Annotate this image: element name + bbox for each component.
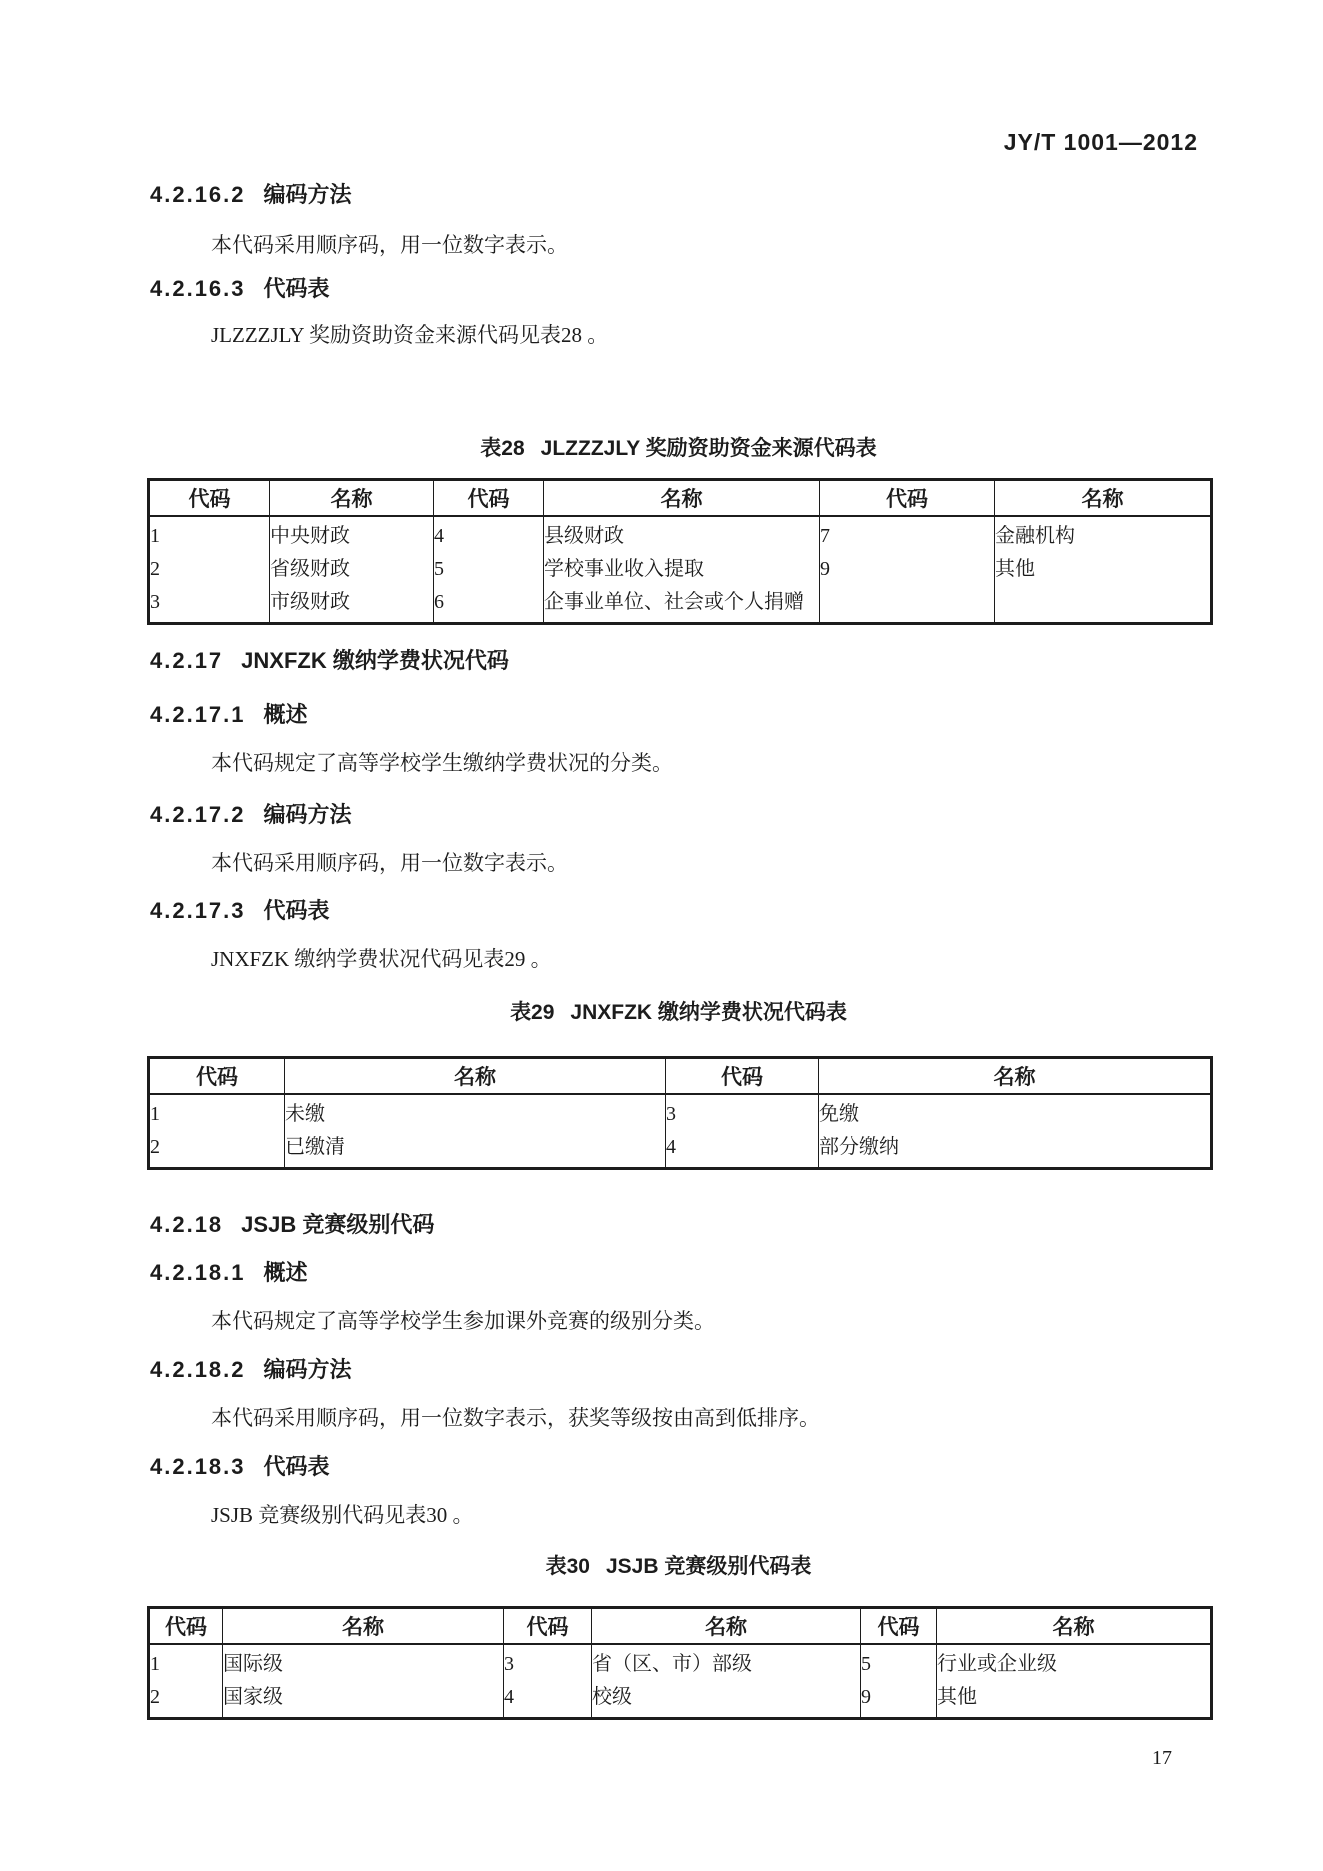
column-header: 代码 bbox=[149, 1608, 223, 1645]
clause-4-2-17-2-paragraph: 本代码采用顺序码，用一位数字表示。 bbox=[211, 851, 568, 875]
clause-number: 4.2.16.3 bbox=[150, 276, 246, 301]
table-cell-names bbox=[819, 1094, 1212, 1169]
clause-title: 编码方法 bbox=[263, 802, 352, 827]
page-content bbox=[147, 128, 1210, 1770]
column-header: 代码 bbox=[861, 1608, 937, 1645]
clause-4-2-18-1-paragraph: 本代码规定了高等学校学生参加课外竞赛的级别分类。 bbox=[211, 1309, 715, 1333]
standard-number: JY/T 1001—2012 bbox=[1003, 129, 1198, 155]
cell-line: 其他 bbox=[995, 558, 1035, 580]
clause-title: 代码表 bbox=[263, 898, 330, 923]
column-header: 名称 bbox=[937, 1608, 1212, 1645]
table-cell-codes bbox=[861, 1644, 937, 1719]
clause-title: 概述 bbox=[263, 1260, 308, 1285]
cell-line: 4 bbox=[504, 1686, 514, 1708]
column-header: 代码 bbox=[149, 1058, 285, 1095]
table30-label: 表30 bbox=[545, 1555, 590, 1578]
clause-number: 4.2.17.2 bbox=[150, 802, 246, 827]
clause-4-2-16-3 bbox=[147, 276, 1210, 302]
cell-line: 2 bbox=[150, 1686, 160, 1708]
column-header: 代码 bbox=[149, 480, 270, 517]
column-header: 代码 bbox=[434, 480, 544, 517]
table28-header-row bbox=[149, 480, 1212, 517]
table-cell-codes bbox=[666, 1094, 819, 1169]
cell-line: 已缴清 bbox=[285, 1136, 345, 1158]
cell-line: 9 bbox=[820, 558, 830, 580]
cell-line: 国际级 bbox=[223, 1653, 283, 1675]
cell-line: 未缴 bbox=[285, 1103, 325, 1125]
column-header: 代码 bbox=[666, 1058, 819, 1095]
table-cell-codes bbox=[149, 516, 270, 624]
cell-line: 4 bbox=[666, 1136, 676, 1158]
column-header: 代码 bbox=[820, 480, 995, 517]
clause-number: 4.2.17.3 bbox=[150, 898, 246, 923]
table-cell-codes bbox=[149, 1644, 223, 1719]
cell-line: 4 bbox=[434, 525, 444, 547]
table28-label: 表28 bbox=[480, 437, 525, 460]
cell-line: 省级财政 bbox=[270, 558, 350, 580]
cell-line: 其他 bbox=[937, 1686, 977, 1708]
table28 bbox=[147, 478, 1213, 625]
clause-number: 4.2.18.3 bbox=[150, 1454, 246, 1479]
clause-number: 4.2.17 bbox=[150, 648, 224, 673]
cell-line: 3 bbox=[666, 1103, 676, 1125]
cell-line: 2 bbox=[150, 1136, 160, 1158]
table-cell-names bbox=[995, 516, 1212, 624]
clause-4-2-18-2-paragraph: 本代码采用顺序码，用一位数字表示，获奖等级按由高到低排序。 bbox=[211, 1406, 820, 1430]
table-cell-names bbox=[544, 516, 820, 624]
clause-4-2-18 bbox=[147, 1212, 1210, 1238]
table29-body-row bbox=[149, 1094, 1212, 1169]
cell-line: 2 bbox=[150, 558, 160, 580]
cell-line: 部分缴纳 bbox=[819, 1136, 899, 1158]
cell-line: 县级财政 bbox=[544, 525, 624, 547]
clause-4-2-16-2 bbox=[147, 182, 1210, 208]
table-cell-codes bbox=[434, 516, 544, 624]
clause-4-2-17-2 bbox=[147, 802, 1210, 828]
table30-title: JSJB 竞赛级别代码表 bbox=[605, 1555, 812, 1578]
clause-title: JNXFZK 缴纳学费状况代码 bbox=[241, 648, 509, 673]
cell-line: 校级 bbox=[592, 1686, 632, 1708]
cell-line: 1 bbox=[150, 1103, 160, 1125]
table-cell-names bbox=[223, 1644, 504, 1719]
cell-line: 企事业单位、社会或个人捐赠 bbox=[544, 591, 804, 613]
column-header: 代码 bbox=[504, 1608, 592, 1645]
table-cell-names bbox=[270, 516, 434, 624]
table29-label: 表29 bbox=[510, 1001, 555, 1024]
clause-4-2-16-2-paragraph: 本代码采用顺序码，用一位数字表示。 bbox=[211, 233, 568, 257]
table-cell-codes bbox=[820, 516, 995, 624]
column-header: 名称 bbox=[270, 480, 434, 517]
clause-title: 代码表 bbox=[263, 276, 330, 301]
clause-number: 4.2.18 bbox=[150, 1212, 224, 1237]
cell-line: 3 bbox=[504, 1653, 514, 1675]
clause-4-2-17 bbox=[147, 648, 1210, 674]
cell-line bbox=[820, 586, 990, 619]
table29 bbox=[147, 1056, 1213, 1170]
clause-4-2-18-1 bbox=[147, 1260, 1210, 1286]
column-header: 名称 bbox=[285, 1058, 666, 1095]
cell-line: 免缴 bbox=[819, 1103, 859, 1125]
table-cell-codes bbox=[504, 1644, 592, 1719]
clause-4-2-17-1-paragraph: 本代码规定了高等学校学生缴纳学费状况的分类。 bbox=[211, 751, 673, 775]
clause-title: JSJB 竞赛级别代码 bbox=[241, 1212, 435, 1237]
table30 bbox=[147, 1606, 1213, 1720]
column-header: 名称 bbox=[544, 480, 820, 517]
cell-line: 中央财政 bbox=[270, 525, 350, 547]
clause-number: 4.2.16.2 bbox=[150, 182, 246, 207]
clause-number: 4.2.18.2 bbox=[150, 1357, 246, 1382]
clause-number: 4.2.17.1 bbox=[150, 702, 246, 727]
cell-line: 6 bbox=[434, 591, 444, 613]
table30-header-row bbox=[149, 1608, 1212, 1645]
cell-line: 国家级 bbox=[223, 1686, 283, 1708]
cell-line: 省（区、市）部级 bbox=[592, 1653, 752, 1675]
table-cell-codes bbox=[149, 1094, 285, 1169]
cell-line: 9 bbox=[861, 1686, 871, 1708]
table30-body-row bbox=[149, 1644, 1212, 1719]
clause-title: 编码方法 bbox=[263, 1357, 352, 1382]
clause-4-2-18-3 bbox=[147, 1454, 1210, 1480]
clause-title: 概述 bbox=[263, 702, 308, 727]
cell-line: 7 bbox=[820, 525, 830, 547]
table28-title: JLZZZJLY 奖励资助资金来源代码表 bbox=[540, 437, 877, 460]
clause-4-2-18-2 bbox=[147, 1357, 1210, 1383]
clause-number: 4.2.18.1 bbox=[150, 1260, 246, 1285]
table29-title: JNXFZK 缴纳学费状况代码表 bbox=[570, 1001, 847, 1024]
cell-line: 学校事业收入提取 bbox=[544, 558, 704, 580]
cell-line bbox=[995, 586, 1206, 619]
cell-line: 金融机构 bbox=[995, 525, 1075, 547]
clause-4-2-18-3-paragraph: JSJB 竞赛级别代码见表30 。 bbox=[211, 1503, 474, 1527]
cell-line: 1 bbox=[150, 1653, 160, 1675]
clause-4-2-17-1 bbox=[147, 702, 1210, 728]
column-header: 名称 bbox=[223, 1608, 504, 1645]
cell-line: 5 bbox=[861, 1653, 871, 1675]
cell-line: 行业或企业级 bbox=[937, 1653, 1057, 1675]
clause-title: 代码表 bbox=[263, 1454, 330, 1479]
table30-caption bbox=[147, 1554, 1210, 1580]
table29-header-row bbox=[149, 1058, 1212, 1095]
table-cell-names bbox=[592, 1644, 861, 1719]
column-header: 名称 bbox=[819, 1058, 1212, 1095]
column-header: 名称 bbox=[995, 480, 1212, 517]
cell-line: 5 bbox=[434, 558, 444, 580]
table-cell-names bbox=[937, 1644, 1212, 1719]
table-cell-names bbox=[285, 1094, 666, 1169]
table28-caption bbox=[147, 436, 1210, 462]
cell-line: 市级财政 bbox=[270, 591, 350, 613]
clause-title: 编码方法 bbox=[263, 182, 352, 207]
clause-4-2-17-3 bbox=[147, 898, 1210, 924]
table28-body-row bbox=[149, 516, 1212, 624]
page-number: 17 bbox=[1152, 1747, 1172, 1769]
clause-4-2-16-3-paragraph: JLZZZJLY 奖励资助资金来源代码见表28 。 bbox=[211, 323, 609, 347]
clause-4-2-17-3-paragraph: JNXFZK 缴纳学费状况代码见表29 。 bbox=[211, 947, 552, 971]
column-header: 名称 bbox=[592, 1608, 861, 1645]
cell-line: 3 bbox=[150, 591, 160, 613]
cell-line: 1 bbox=[150, 525, 160, 547]
table29-caption bbox=[147, 1000, 1210, 1026]
